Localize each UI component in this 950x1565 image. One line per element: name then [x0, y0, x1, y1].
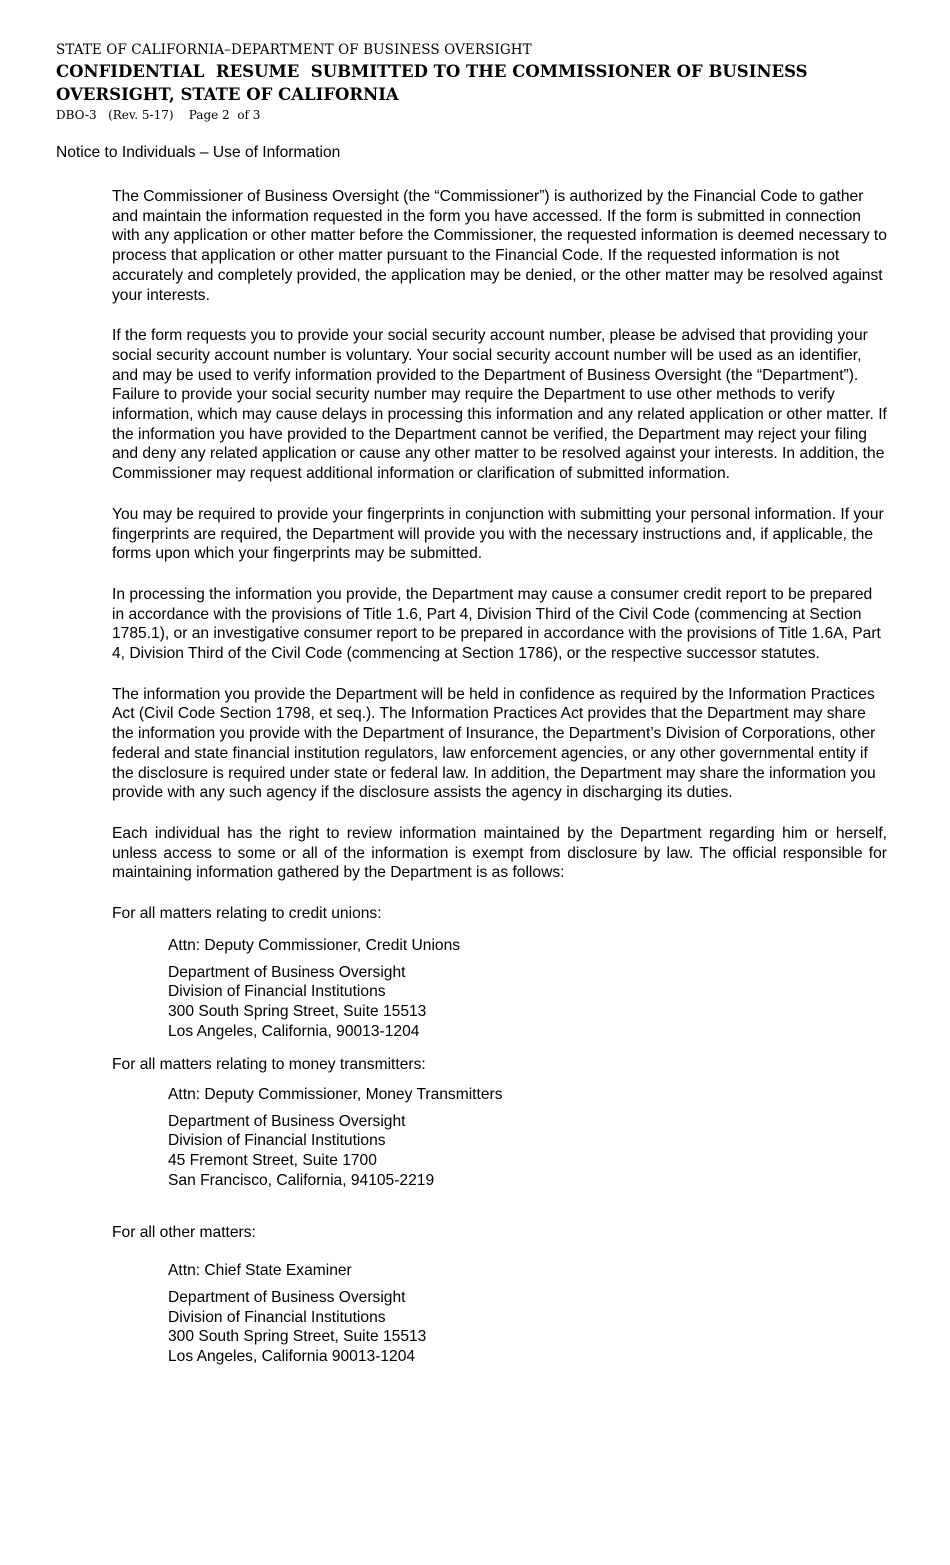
contact-other-matters — [112, 1223, 887, 1367]
contact-credit-unions — [112, 904, 887, 1041]
address-line: Department of Business Oversight — [168, 1288, 406, 1306]
contact-attn: Attn: Deputy Commissioner, Credit Unions — [168, 936, 461, 954]
contact-address — [168, 963, 887, 1042]
contact-address — [168, 1112, 887, 1191]
address-line: Division of Financial Institutions — [168, 1308, 386, 1326]
address-line: Los Angeles, California, 90013-1204 — [168, 1022, 420, 1040]
address-line: 300 South Spring Street, Suite 15513 — [168, 1002, 427, 1020]
agency-name: STATE OF CALIFORNIA–DEPARTMENT OF BUSINESS OVERSIGHT — [56, 42, 532, 58]
paragraph-social-security: If the form requests you to provide your social security account number, please be advised that providing your social security account number is voluntary. Your social security account number will be used as an identifier, and may be used to verify information provided to the Department of Business Oversight (the “Department”). Failure to provide your social security number may require the Department to use other methods to verify information, which may cause delays in processing this information and any related application or other matter. If the information you have provided to the Department cannot be verified, the Department may reject your filing and deny any related application or cause any other matter to be resolved against your interests. In addition, the Commissioner may request additional information or clarification of submitted information. — [112, 327, 887, 483]
address-line: Department of Business Oversight — [168, 963, 406, 981]
address-line: 300 South Spring Street, Suite 15513 — [168, 1328, 427, 1346]
contact-label: For all other matters: — [112, 1223, 256, 1241]
contact-label: For all matters relating to money transmitters: — [112, 1056, 426, 1074]
form-title-line-2: OVERSIGHT, STATE OF CALIFORNIA — [56, 85, 399, 104]
contact-label: For all matters relating to credit unions: — [112, 905, 382, 923]
section-spacer — [112, 1205, 887, 1223]
address-line: Los Angeles, California 90013-1204 — [168, 1348, 416, 1366]
notice-body — [112, 187, 887, 1381]
address-line: Division of Financial Institutions — [168, 1132, 386, 1150]
contact-attn: Attn: Chief State Examiner — [168, 1262, 352, 1280]
address-line: Division of Financial Institutions — [168, 983, 386, 1001]
address-line: Department of Business Oversight — [168, 1112, 406, 1130]
contact-attn: Attn: Deputy Commissioner, Money Transmitters — [168, 1086, 503, 1104]
paragraph-right-to-review: Each individual has the right to review information maintained by the Department regarding him or herself, unless access to some or all of the information is exempt from disclosure by law. The official responsible for maintaining information gathered by the Department is as follows: — [112, 824, 887, 882]
form-number-page: DBO-3 (Rev. 5-17) Page 2 of 3 — [56, 108, 261, 122]
paragraph-authority: The Commissioner of Business Oversight (the “Commissioner”) is authorized by the Financial Code to gather and maintain the information requested in the form you have accessed. If the form is submitted in connection with any application or other matter before the Commissioner, the requested information is deemed necessary to process that application or other matter pursuant to the Financial Code. If the requested information is not accurately and completely provided, the application may be denied, or the other matter may be resolved against your interests. — [112, 188, 887, 304]
address-line: San Francisco, California, 94105-2219 — [168, 1171, 435, 1189]
notice-title: Notice to Individuals – Use of Information — [56, 144, 341, 161]
contact-money-transmitters — [112, 1055, 887, 1190]
form-header — [56, 40, 916, 123]
contact-address — [168, 1288, 887, 1367]
paragraph-confidentiality: The information you provide the Department will be held in confidence as required by the Information Practices Act (Civil Code Section 1798, et seq.). The Information Practices Act provides that the Department may share the information you provide with the Department of Insurance, the Department’s Division of Corporations, other federal and state financial institution regulators, law enforcement agencies, or any other governmental entity if the disclosure is required under state or federal law. In addition, the Department may share the information you provide with any such agency if the disclosure assists the agency in discharging its duties. — [112, 685, 876, 802]
paragraph-credit-report: In processing the information you provide, the Department may cause a consumer credit report to be prepared in accordance with the provisions of Title 1.6, Part 4, Division Third of the Civil Code (commencing at Section 1785.1), or an investigative consumer report to be prepared in accordance with the provisions of Title 1.6A, Part 4, Division Third of the Civil Code (commencing at Section 1786), or the respective successor statutes. — [112, 585, 881, 663]
paragraph-fingerprints: You may be required to provide your fingerprints in conjunction with submitting your personal information. If your fingerprints are required, the Department will provide you with the necessary instructions and, if applicable, the forms upon which your fingerprints may be submitted. — [112, 505, 884, 563]
form-title-line-1: CONFIDENTIAL RESUME SUBMITTED TO THE COMMISSIONER OF BUSINESS — [56, 62, 808, 81]
address-line: 45 Fremont Street, Suite 1700 — [168, 1152, 377, 1170]
